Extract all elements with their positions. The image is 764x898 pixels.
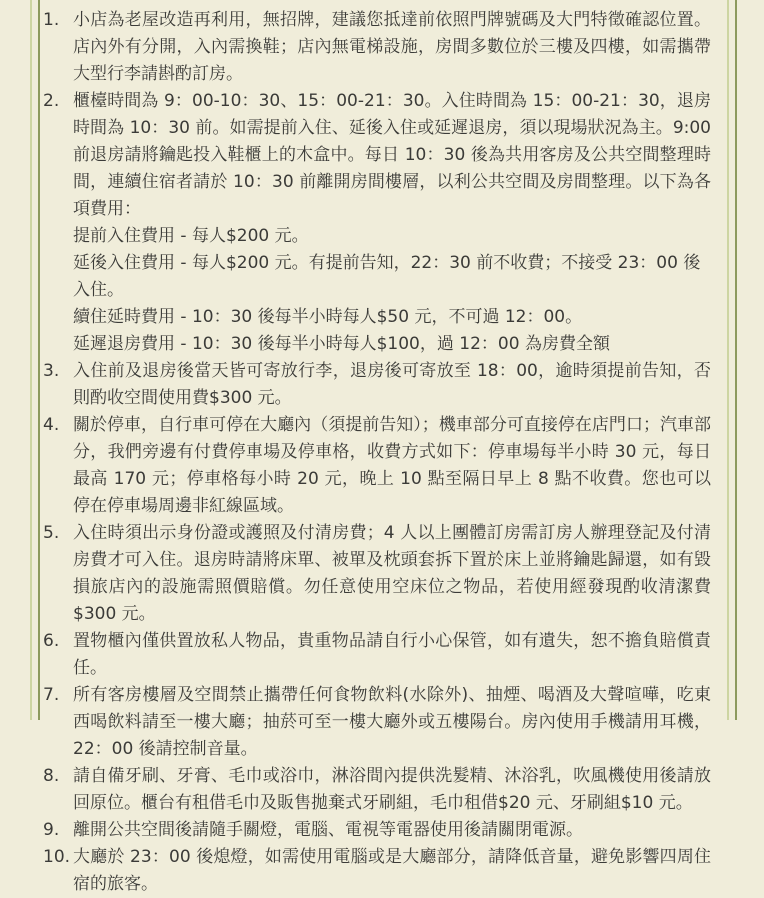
rule-number: 2.: [43, 91, 60, 111]
rule-item-9: [43, 817, 711, 844]
rule-item-5: [43, 520, 711, 628]
rule-item-7: [43, 682, 711, 763]
rule-number: 7.: [43, 685, 60, 705]
rule-text: 入住前及退房後當天皆可寄放行李，退房後可寄放至 18：00，逾時須提前告知，否則酌收空間使用費$300 元。: [73, 361, 711, 408]
rule-item-4: [43, 412, 711, 520]
fee-line-early-checkin: 提前入住費用 - 每人$200 元。: [73, 226, 309, 246]
rule-text: 關於停車，自行車可停在大廳內（須提前告知）；機車部分可直接停在店門口；汽車部分，我們旁邊有付費停車場及停車格，收費方式如下：停車場每半小時 30 元，每日最高 170 元；停車格每小時 20 元，晚上 10 點至隔日早上 8 點不收費。您也可以停在停車場周邊非紅線區域。: [73, 415, 711, 516]
rule-number: 3.: [43, 361, 60, 381]
rule-text: [73, 88, 711, 358]
page-border-left: [30, 0, 40, 720]
rules-document: [43, 7, 711, 898]
fee-line-late-checkout: 延遲退房費用 - 10：30 後每半小時每人$100，過 12：00 為房費全額: [73, 334, 610, 354]
rule-item-10: [43, 844, 711, 898]
rule-text: 小店為老屋改造再利用，無招牌，建議您抵達前依照門牌號碼及大門特徵確認位置。店內外有分開，入內需換鞋；店內無電梯設施，房間多數位於三樓及四樓，如需攜帶大型行李請斟酌訂房。: [73, 10, 711, 84]
rule-text: 入住時須出示身份證或護照及付清房費；4 人以上團體訂房需訂房人辦理登記及付清房費才可入住。退房時請將床單、被單及枕頭套拆下置於床上並將鑰匙歸還，如有毀損旅店內的設施需照價賠償。勿任意使用空床位之物品，若使用經發現酌收清潔費$300 元。: [73, 523, 711, 624]
rule-text: 請自備牙刷、牙膏、毛巾或浴巾，淋浴間內提供洗髮精、沐浴乳，吹風機使用後請放回原位。櫃台有租借毛巾及販售拋棄式牙刷組，毛巾租借$20 元、牙刷組$10 元。: [73, 766, 711, 813]
rule-item-3: [43, 358, 711, 412]
rule-text: 所有客房樓層及空間禁止攜帶任何食物飲料(水除外)、抽煙、喝酒及大聲喧嘩，吃東西喝飲料請至一樓大廳；抽菸可至一樓大廳外或五樓陽台。房內使用手機請用耳機，22：00 後請控制音量。: [73, 685, 711, 759]
rule-number: 1.: [43, 10, 60, 30]
rule-number: 10.: [43, 847, 71, 867]
rule-item-2: [43, 88, 711, 358]
rule-item-1: [43, 7, 711, 88]
rule-number: 9.: [43, 820, 60, 840]
page-border-right: [727, 0, 737, 720]
rule-text: 大廳於 23：00 後熄燈，如需使用電腦或是大廳部分，請降低音量，避免影響四周住宿的旅客。: [73, 847, 711, 894]
fee-line-extended-stay: 續住延時費用 - 10：30 後每半小時每人$50 元，不可過 12：00。: [73, 307, 583, 327]
rule-number: 4.: [43, 415, 60, 435]
rule-number: 5.: [43, 523, 60, 543]
rule-number: 6.: [43, 631, 60, 651]
rule-number: 8.: [43, 766, 60, 786]
rule-text-main: 櫃檯時間為 9：00-10：30、15：00-21：30。入住時間為 15：00-21：30，退房時間為 10：30 前。如需提前入住、延後入住或延遲退房，須以現場狀況為主。9:00 前退房請將鑰匙投入鞋櫃上的木盒中。每日 10：30 後為共用客房及公共空間整理時間，連續住宿者請於 10：30 前離開房間樓層，以利公共空間及房間整理。以下為各項費用：: [73, 91, 711, 219]
rule-item-8: [43, 763, 711, 817]
rule-text: 置物櫃內僅供置放私人物品，貴重物品請自行小心保管，如有遺失，恕不擔負賠償責任。: [73, 631, 711, 678]
rule-text: 離開公共空間後請隨手關燈，電腦、電視等電器使用後請關閉電源。: [73, 820, 583, 840]
rule-item-6: [43, 628, 711, 682]
fee-line-late-checkin: 延後入住費用 - 每人$200 元。有提前告知，22：30 前不收費；不接受 23：00 後入住。: [73, 253, 701, 300]
